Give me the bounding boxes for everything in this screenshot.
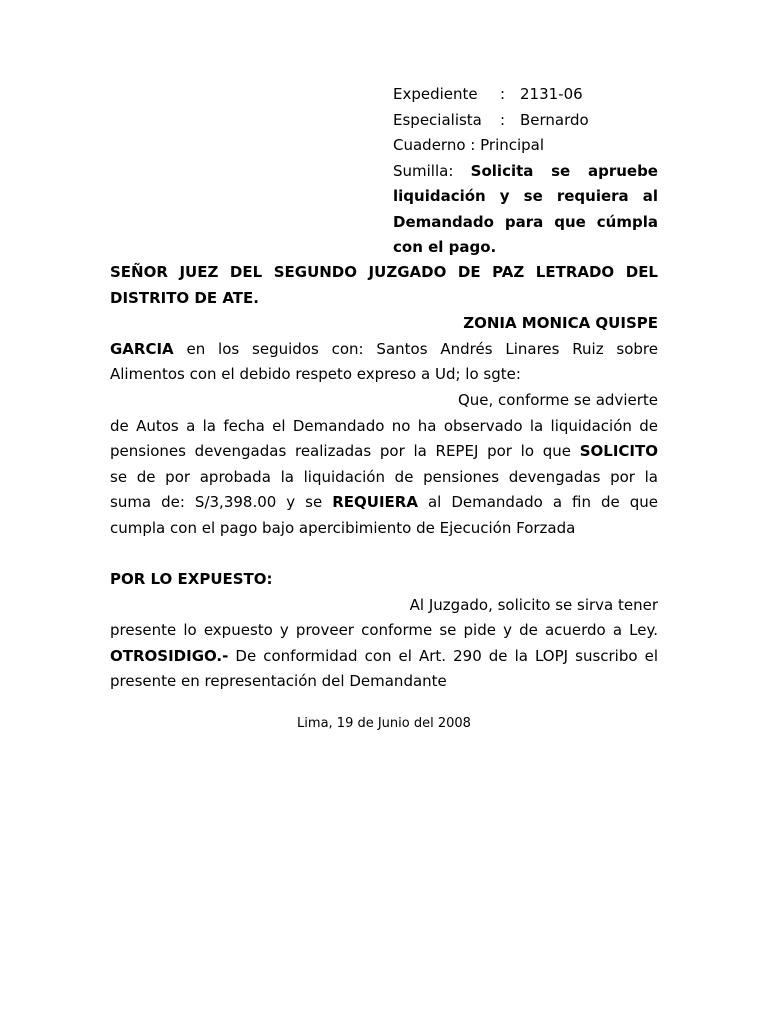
body-line-5-post: al Demandado a fin de que: [427, 493, 658, 511]
closing-heading: POR LO EXPUESTO:: [110, 570, 273, 588]
closing-line-1: Al Juzgado, solicito se sirva tener: [409, 595, 658, 614]
expediente-value: 2131-06: [520, 85, 583, 103]
especialista-separator: :: [500, 110, 506, 129]
expediente-separator: :: [500, 85, 506, 103]
body-line-5-pre: suma de: S/3,398.00 y se: [110, 493, 323, 511]
body-line-5: [110, 490, 658, 516]
case-header: [393, 82, 658, 261]
body-line-2: de Autos a la fecha el Demandado no ha observado la liquidación de: [110, 416, 658, 435]
body-line-3-text: pensiones devengadas realizadas por la REPEJ por lo que: [110, 442, 571, 460]
otrosi-keyword: OTROSIDIGO.-: [110, 646, 229, 665]
solicito-keyword: SOLICITO: [579, 442, 658, 460]
body: [110, 388, 658, 541]
closing-line-2: presente lo expuesto y proveer conforme se pide y de acuerdo a Ley.: [110, 621, 658, 639]
sumilla-line-4: con el pago.: [393, 238, 497, 256]
intro-line-2: Alimentos con el debido respeto expreso a Ud; lo sgte:: [110, 365, 521, 383]
especialista-label: Especialista: [393, 110, 482, 129]
cuaderno-label: Cuaderno: [393, 136, 466, 154]
body-line-6: cumpla con el pago bajo apercibimiento de Ejecución Forzada: [110, 518, 576, 537]
sumilla-label: Sumilla:: [393, 161, 454, 180]
intro-line-1-text: en los seguidos con: Santos Andrés Linares Ruiz sobre: [186, 339, 658, 358]
body-line-4: se de por aprobada la liquidación de pensiones devengadas por la: [110, 467, 658, 486]
sumilla-line-3: Demandado para que cúmpla: [393, 212, 658, 231]
expediente-row: [393, 82, 658, 108]
intro-line-1: [110, 337, 658, 363]
especialista-row: [393, 108, 658, 134]
sumilla-line-1: Solicita se apruebe: [470, 161, 658, 180]
petitioner-name: ZONIA MONICA QUISPE: [463, 314, 658, 332]
cuaderno-value: : Principal: [470, 136, 545, 154]
otrosi-text: De conformidad con el Art. 290 de la LOPJ suscribo el: [235, 646, 658, 665]
body-line-3: [110, 439, 658, 465]
otrosi-line: [110, 644, 658, 670]
especialista-value: Bernardo: [520, 110, 589, 129]
sumilla-row: [393, 159, 658, 185]
sumilla-line-2: liquidación y se requiera al: [393, 187, 658, 205]
body-line-1: Que, conforme se advierte: [457, 391, 658, 409]
closing-line-4: presente en representación del Demandante: [110, 672, 447, 690]
addressee-line-1: SEÑOR JUEZ DEL SEGUNDO JUZGADO DE PAZ LETRADO DEL: [110, 263, 658, 281]
addressee-line-2: DISTRITO DE ATE.: [110, 288, 259, 307]
document-date: Lima, 19 de Junio del 2008: [297, 716, 471, 731]
closing: [110, 567, 658, 695]
addressee: [110, 260, 658, 311]
intro: [110, 311, 658, 388]
expediente-label: Expediente: [393, 85, 478, 103]
petitioner-surname: GARCIA: [110, 339, 174, 358]
requiera-keyword: REQUIERA: [332, 493, 418, 511]
cuaderno-row: [393, 133, 658, 159]
